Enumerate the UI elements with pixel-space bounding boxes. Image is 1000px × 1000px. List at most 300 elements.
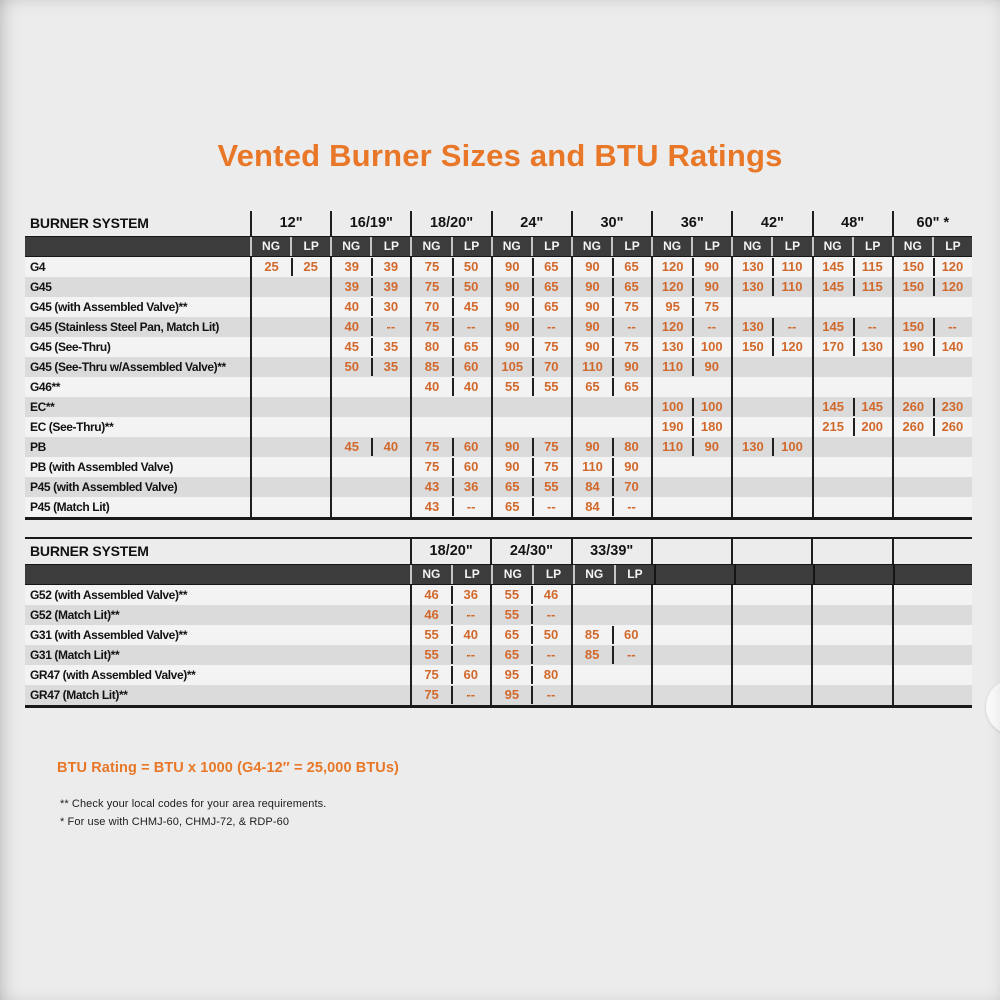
- btu-value-ng: [250, 277, 291, 297]
- fuel-type-header: LP: [370, 237, 410, 256]
- btu-value-ng: [410, 397, 451, 417]
- btu-value-ng: 75: [410, 317, 451, 337]
- btu-value-lp: 39: [371, 257, 410, 277]
- decorative-circle: [986, 679, 1000, 735]
- btu-value-ng: 190: [651, 417, 692, 437]
- dark-band-spacer: [25, 237, 250, 256]
- empty-cell: [892, 645, 972, 665]
- btu-value-ng: [250, 477, 291, 497]
- table-header-row: [25, 211, 972, 236]
- btu-value-ng: [250, 317, 291, 337]
- btu-value-ng: 70: [410, 297, 451, 317]
- btu-value-ng: 145: [812, 397, 853, 417]
- btu-value-ng: [892, 457, 933, 477]
- size-column-header: 12": [250, 211, 330, 236]
- fuel-type-header-empty: [734, 565, 813, 584]
- btu-value-ng: 40: [330, 317, 371, 337]
- btu-value-ng: 110: [651, 357, 692, 377]
- btu-value-ng: [330, 477, 371, 497]
- btu-value-lp: [853, 457, 892, 477]
- btu-value-lp: --: [612, 497, 651, 517]
- btu-value-lp: 65: [532, 297, 571, 317]
- size-column-header-empty: [892, 539, 972, 564]
- footnote-for-use-with: * For use with CHMJ-60, CHMJ-72, & RDP-60: [60, 816, 290, 828]
- btu-value-ng: 55: [490, 585, 531, 605]
- btu-value-ng: [571, 397, 612, 417]
- btu-value-lp: [452, 417, 491, 437]
- btu-value-ng: [731, 397, 772, 417]
- btu-value-lp: 65: [532, 277, 571, 297]
- vented-burner-table-primary: [25, 211, 972, 520]
- table-row: [25, 337, 972, 357]
- btu-value-ng: [571, 685, 612, 705]
- dark-band-spacer: [25, 565, 410, 584]
- btu-value-lp: --: [772, 317, 811, 337]
- size-column-header: 60" *: [892, 211, 972, 236]
- btu-value-ng: 90: [491, 337, 532, 357]
- btu-value-lp: 65: [612, 257, 651, 277]
- burner-name: G45: [30, 280, 52, 294]
- btu-value-ng: [250, 497, 291, 517]
- table-row: [25, 457, 972, 477]
- empty-cell: [731, 665, 811, 685]
- btu-value-lp: 36: [452, 477, 491, 497]
- btu-value-lp: 115: [853, 277, 892, 297]
- btu-value-lp: [772, 497, 811, 517]
- btu-value-ng: 84: [571, 477, 612, 497]
- btu-value-lp: 115: [853, 257, 892, 277]
- btu-value-ng: [812, 457, 853, 477]
- btu-value-lp: 65: [532, 257, 571, 277]
- btu-value-ng: 45: [330, 437, 371, 457]
- footnote-local-codes: ** Check your local codes for your area requirements.: [60, 798, 327, 810]
- empty-cell: [811, 665, 891, 685]
- btu-value-ng: 90: [491, 297, 532, 317]
- btu-value-lp: [371, 477, 410, 497]
- footnotes: [60, 798, 1000, 828]
- btu-value-lp: 55: [532, 377, 571, 397]
- btu-value-ng: 46: [410, 585, 451, 605]
- btu-value-ng: 80: [410, 337, 451, 357]
- size-column-header: 18/20": [410, 211, 490, 236]
- table-row: [25, 397, 972, 417]
- btu-value-ng: [571, 665, 612, 685]
- btu-value-ng: 95: [490, 685, 531, 705]
- table-row: [25, 605, 972, 625]
- size-column-header-empty: [651, 539, 731, 564]
- btu-value-ng: [651, 477, 692, 497]
- btu-value-lp: 30: [371, 297, 410, 317]
- btu-value-lp: 120: [772, 337, 811, 357]
- btu-value-ng: [491, 397, 532, 417]
- btu-value-lp: 110: [772, 257, 811, 277]
- fuel-type-header: LP: [691, 237, 731, 256]
- btu-value-lp: 90: [612, 357, 651, 377]
- empty-cell: [811, 585, 891, 605]
- btu-value-lp: [692, 497, 731, 517]
- empty-cell: [651, 625, 731, 645]
- burner-name: G52 (Match Lit)**: [30, 608, 120, 622]
- btu-value-lp: 39: [371, 277, 410, 297]
- btu-value-ng: 43: [410, 497, 451, 517]
- btu-value-lp: 200: [853, 417, 892, 437]
- btu-value-lp: 40: [371, 437, 410, 457]
- btu-value-lp: [853, 357, 892, 377]
- btu-value-lp: [853, 437, 892, 457]
- btu-value-ng: [571, 585, 612, 605]
- empty-cell: [811, 625, 891, 645]
- fuel-type-header: NG: [571, 237, 611, 256]
- btu-value-lp: --: [612, 645, 651, 665]
- btu-value-ng: [250, 417, 291, 437]
- btu-value-lp: 110: [772, 277, 811, 297]
- btu-value-lp: 75: [612, 297, 651, 317]
- btu-value-ng: 90: [491, 457, 532, 477]
- btu-value-ng: [812, 497, 853, 517]
- btu-value-lp: 90: [692, 257, 731, 277]
- btu-value-lp: [291, 277, 330, 297]
- btu-value-lp: 65: [452, 337, 491, 357]
- btu-value-ng: 130: [731, 257, 772, 277]
- btu-value-ng: 105: [491, 357, 532, 377]
- btu-value-lp: [853, 477, 892, 497]
- fuel-type-header-row: [25, 236, 972, 257]
- btu-value-lp: [532, 417, 571, 437]
- btu-value-lp: [612, 417, 651, 437]
- btu-value-lp: [933, 377, 972, 397]
- btu-value-ng: 130: [731, 317, 772, 337]
- btu-value-lp: --: [531, 685, 570, 705]
- btu-value-ng: 95: [651, 297, 692, 317]
- table-row: [25, 317, 972, 337]
- btu-value-ng: [892, 477, 933, 497]
- btu-value-ng: 150: [892, 277, 933, 297]
- btu-value-lp: --: [452, 317, 491, 337]
- btu-value-ng: 130: [731, 437, 772, 457]
- fuel-type-header-empty: [654, 565, 733, 584]
- btu-value-ng: 50: [330, 357, 371, 377]
- burner-system-header: BURNER SYSTEM: [30, 543, 149, 559]
- btu-value-lp: --: [531, 645, 570, 665]
- btu-value-ng: 110: [571, 457, 612, 477]
- size-column-header: 48": [812, 211, 892, 236]
- fuel-type-header: LP: [532, 565, 573, 584]
- btu-value-ng: 55: [410, 625, 451, 645]
- table-row: [25, 625, 972, 645]
- btu-value-lp: [371, 397, 410, 417]
- btu-value-ng: [892, 497, 933, 517]
- btu-value-lp: 50: [452, 277, 491, 297]
- table-row: [25, 477, 972, 497]
- btu-value-ng: [250, 297, 291, 317]
- table-row: [25, 257, 972, 277]
- btu-value-ng: 260: [892, 397, 933, 417]
- burner-name: EC (See-Thru)**: [30, 420, 114, 434]
- btu-value-ng: 90: [571, 337, 612, 357]
- size-column-header: 30": [571, 211, 651, 236]
- burner-name: G45 (with Assembled Valve)**: [30, 300, 188, 314]
- btu-value-ng: [410, 417, 451, 437]
- btu-value-lp: 46: [531, 585, 570, 605]
- btu-value-ng: [812, 357, 853, 377]
- size-column-header: 42": [731, 211, 811, 236]
- fuel-type-header: NG: [250, 237, 290, 256]
- empty-cell: [731, 625, 811, 645]
- btu-value-ng: [812, 477, 853, 497]
- btu-value-ng: 150: [892, 317, 933, 337]
- btu-value-ng: 90: [491, 257, 532, 277]
- btu-value-ng: 90: [571, 257, 612, 277]
- size-column-header-empty: [811, 539, 891, 564]
- btu-value-ng: 100: [651, 397, 692, 417]
- btu-value-lp: 36: [451, 585, 490, 605]
- btu-value-lp: --: [853, 317, 892, 337]
- btu-value-ng: 65: [491, 497, 532, 517]
- btu-value-lp: [692, 377, 731, 397]
- btu-value-ng: 75: [410, 277, 451, 297]
- fuel-type-header: NG: [491, 237, 531, 256]
- btu-value-lp: 140: [933, 337, 972, 357]
- btu-value-lp: 145: [853, 397, 892, 417]
- btu-value-lp: 260: [933, 417, 972, 437]
- btu-value-ng: 170: [812, 337, 853, 357]
- btu-value-lp: --: [532, 497, 571, 517]
- btu-value-ng: [250, 337, 291, 357]
- table-header-row: [25, 539, 972, 564]
- btu-value-lp: [291, 297, 330, 317]
- fuel-type-header: LP: [614, 565, 655, 584]
- empty-cell: [811, 605, 891, 625]
- fuel-type-header-empty: [893, 565, 972, 584]
- btu-value-ng: 90: [571, 297, 612, 317]
- btu-value-lp: [291, 497, 330, 517]
- size-column-header: 24/30": [490, 539, 570, 564]
- table-row: [25, 665, 972, 685]
- btu-value-ng: 40: [330, 297, 371, 317]
- empty-cell: [811, 685, 891, 705]
- btu-value-ng: 46: [410, 605, 451, 625]
- btu-value-lp: 65: [612, 377, 651, 397]
- btu-value-ng: [651, 377, 692, 397]
- btu-value-lp: [933, 437, 972, 457]
- btu-value-ng: 75: [410, 665, 451, 685]
- btu-value-ng: 95: [490, 665, 531, 685]
- btu-value-ng: [892, 377, 933, 397]
- btu-value-ng: 39: [330, 277, 371, 297]
- btu-value-lp: --: [452, 497, 491, 517]
- btu-value-ng: 90: [571, 317, 612, 337]
- btu-value-lp: [933, 477, 972, 497]
- btu-value-ng: [491, 417, 532, 437]
- burner-name: PB (with Assembled Valve): [30, 460, 173, 474]
- empty-cell: [731, 585, 811, 605]
- burner-name: G52 (with Assembled Valve)**: [30, 588, 188, 602]
- btu-value-ng: 65: [491, 477, 532, 497]
- fuel-type-header: NG: [812, 237, 852, 256]
- table-row: [25, 497, 972, 517]
- btu-value-ng: 85: [571, 645, 612, 665]
- btu-value-ng: 90: [491, 277, 532, 297]
- size-column-header: 16/19": [330, 211, 410, 236]
- btu-value-lp: [692, 457, 731, 477]
- empty-cell: [892, 665, 972, 685]
- btu-value-ng: [330, 377, 371, 397]
- btu-value-lp: 75: [532, 457, 571, 477]
- btu-value-lp: 60: [452, 437, 491, 457]
- btu-value-lp: [772, 377, 811, 397]
- btu-value-ng: 75: [410, 685, 451, 705]
- btu-value-lp: 60: [452, 357, 491, 377]
- btu-value-lp: 70: [612, 477, 651, 497]
- btu-value-lp: [291, 477, 330, 497]
- btu-value-lp: 60: [451, 665, 490, 685]
- btu-value-ng: 120: [651, 277, 692, 297]
- btu-value-ng: 145: [812, 317, 853, 337]
- burner-system-header: BURNER SYSTEM: [30, 215, 149, 231]
- btu-value-lp: 75: [692, 297, 731, 317]
- empty-cell: [892, 605, 972, 625]
- btu-value-ng: 260: [892, 417, 933, 437]
- btu-value-ng: [731, 417, 772, 437]
- btu-value-lp: [291, 397, 330, 417]
- fuel-type-header: NG: [731, 237, 771, 256]
- btu-value-lp: [772, 397, 811, 417]
- fuel-type-header: NG: [410, 565, 451, 584]
- btu-value-lp: [853, 497, 892, 517]
- btu-value-ng: 110: [651, 437, 692, 457]
- btu-value-lp: --: [451, 685, 490, 705]
- btu-value-lp: [291, 357, 330, 377]
- btu-value-lp: 90: [692, 437, 731, 457]
- btu-value-lp: [933, 357, 972, 377]
- burner-name: P45 (Match Lit): [30, 500, 110, 514]
- btu-value-ng: [250, 397, 291, 417]
- btu-value-ng: 110: [571, 357, 612, 377]
- btu-value-lp: 130: [853, 337, 892, 357]
- btu-value-lp: 230: [933, 397, 972, 417]
- btu-value-ng: 75: [410, 457, 451, 477]
- btu-value-lp: 100: [772, 437, 811, 457]
- btu-value-ng: 150: [892, 257, 933, 277]
- btu-value-ng: [250, 357, 291, 377]
- size-column-header: 18/20": [410, 539, 490, 564]
- fuel-type-header: LP: [771, 237, 811, 256]
- btu-value-lp: 90: [612, 457, 651, 477]
- btu-value-ng: 215: [812, 417, 853, 437]
- btu-value-lp: [291, 437, 330, 457]
- btu-value-ng: 85: [571, 625, 612, 645]
- table-row: [25, 297, 972, 317]
- burner-name: G45 (See-Thru): [30, 340, 111, 354]
- btu-value-ng: [651, 497, 692, 517]
- fuel-type-header: NG: [491, 565, 532, 584]
- btu-value-ng: 43: [410, 477, 451, 497]
- table-row: [25, 645, 972, 665]
- btu-value-lp: 75: [612, 337, 651, 357]
- burner-name: G45 (See-Thru w/Assembled Valve)**: [30, 360, 226, 374]
- btu-value-ng: 55: [491, 377, 532, 397]
- burner-name: EC**: [30, 400, 55, 414]
- btu-value-ng: [731, 297, 772, 317]
- btu-value-ng: [731, 357, 772, 377]
- btu-value-lp: 50: [531, 625, 570, 645]
- btu-value-lp: [612, 585, 651, 605]
- btu-value-ng: 45: [330, 337, 371, 357]
- btu-value-lp: 90: [692, 277, 731, 297]
- btu-value-lp: [772, 457, 811, 477]
- btu-value-lp: 25: [291, 257, 330, 277]
- btu-value-ng: [812, 377, 853, 397]
- fuel-type-header: NG: [892, 237, 932, 256]
- btu-value-ng: 145: [812, 257, 853, 277]
- fuel-type-header: NG: [651, 237, 691, 256]
- fuel-type-header: LP: [531, 237, 571, 256]
- btu-value-lp: --: [532, 317, 571, 337]
- btu-value-lp: 75: [532, 337, 571, 357]
- empty-cell: [651, 605, 731, 625]
- empty-cell: [892, 685, 972, 705]
- btu-value-lp: 70: [532, 357, 571, 377]
- btu-value-lp: [371, 377, 410, 397]
- btu-value-lp: [772, 297, 811, 317]
- btu-value-ng: 39: [330, 257, 371, 277]
- empty-cell: [731, 605, 811, 625]
- btu-value-lp: [612, 685, 651, 705]
- table-row: [25, 377, 972, 397]
- fuel-type-header: LP: [852, 237, 892, 256]
- btu-value-lp: 45: [452, 297, 491, 317]
- btu-value-ng: 90: [491, 437, 532, 457]
- btu-value-ng: 25: [250, 257, 291, 277]
- btu-value-lp: 55: [532, 477, 571, 497]
- table-row: [25, 437, 972, 457]
- btu-value-ng: 65: [490, 645, 531, 665]
- burner-name: G31 (with Assembled Valve)**: [30, 628, 188, 642]
- table-row: [25, 685, 972, 705]
- btu-value-lp: --: [451, 605, 490, 625]
- btu-value-lp: [612, 605, 651, 625]
- burner-name: G45 (Stainless Steel Pan, Match Lit): [30, 320, 219, 334]
- empty-cell: [892, 625, 972, 645]
- btu-value-ng: 40: [410, 377, 451, 397]
- btu-value-ng: [250, 437, 291, 457]
- btu-value-ng: [731, 457, 772, 477]
- empty-cell: [731, 645, 811, 665]
- vented-burner-table-secondary: [25, 537, 972, 708]
- btu-value-ng: [731, 477, 772, 497]
- btu-value-ng: 84: [571, 497, 612, 517]
- btu-value-ng: [651, 457, 692, 477]
- btu-value-lp: [452, 397, 491, 417]
- btu-value-lp: 65: [612, 277, 651, 297]
- btu-value-ng: [571, 417, 612, 437]
- btu-value-ng: 90: [571, 277, 612, 297]
- btu-value-lp: --: [612, 317, 651, 337]
- size-column-header: 24": [491, 211, 571, 236]
- btu-value-lp: [291, 417, 330, 437]
- btu-value-ng: 120: [651, 317, 692, 337]
- btu-value-lp: 80: [612, 437, 651, 457]
- btu-value-lp: 100: [692, 397, 731, 417]
- btu-value-lp: --: [371, 317, 410, 337]
- btu-value-ng: 90: [491, 317, 532, 337]
- btu-value-lp: [612, 665, 651, 685]
- burner-name: G46**: [30, 380, 61, 394]
- btu-rating-note: BTU Rating = BTU x 1000 (G4-12″ = 25,000 BTUs): [57, 760, 399, 776]
- btu-value-lp: 60: [612, 625, 651, 645]
- burner-name: GR47 (with Assembled Valve)**: [30, 668, 196, 682]
- fuel-type-header: NG: [573, 565, 614, 584]
